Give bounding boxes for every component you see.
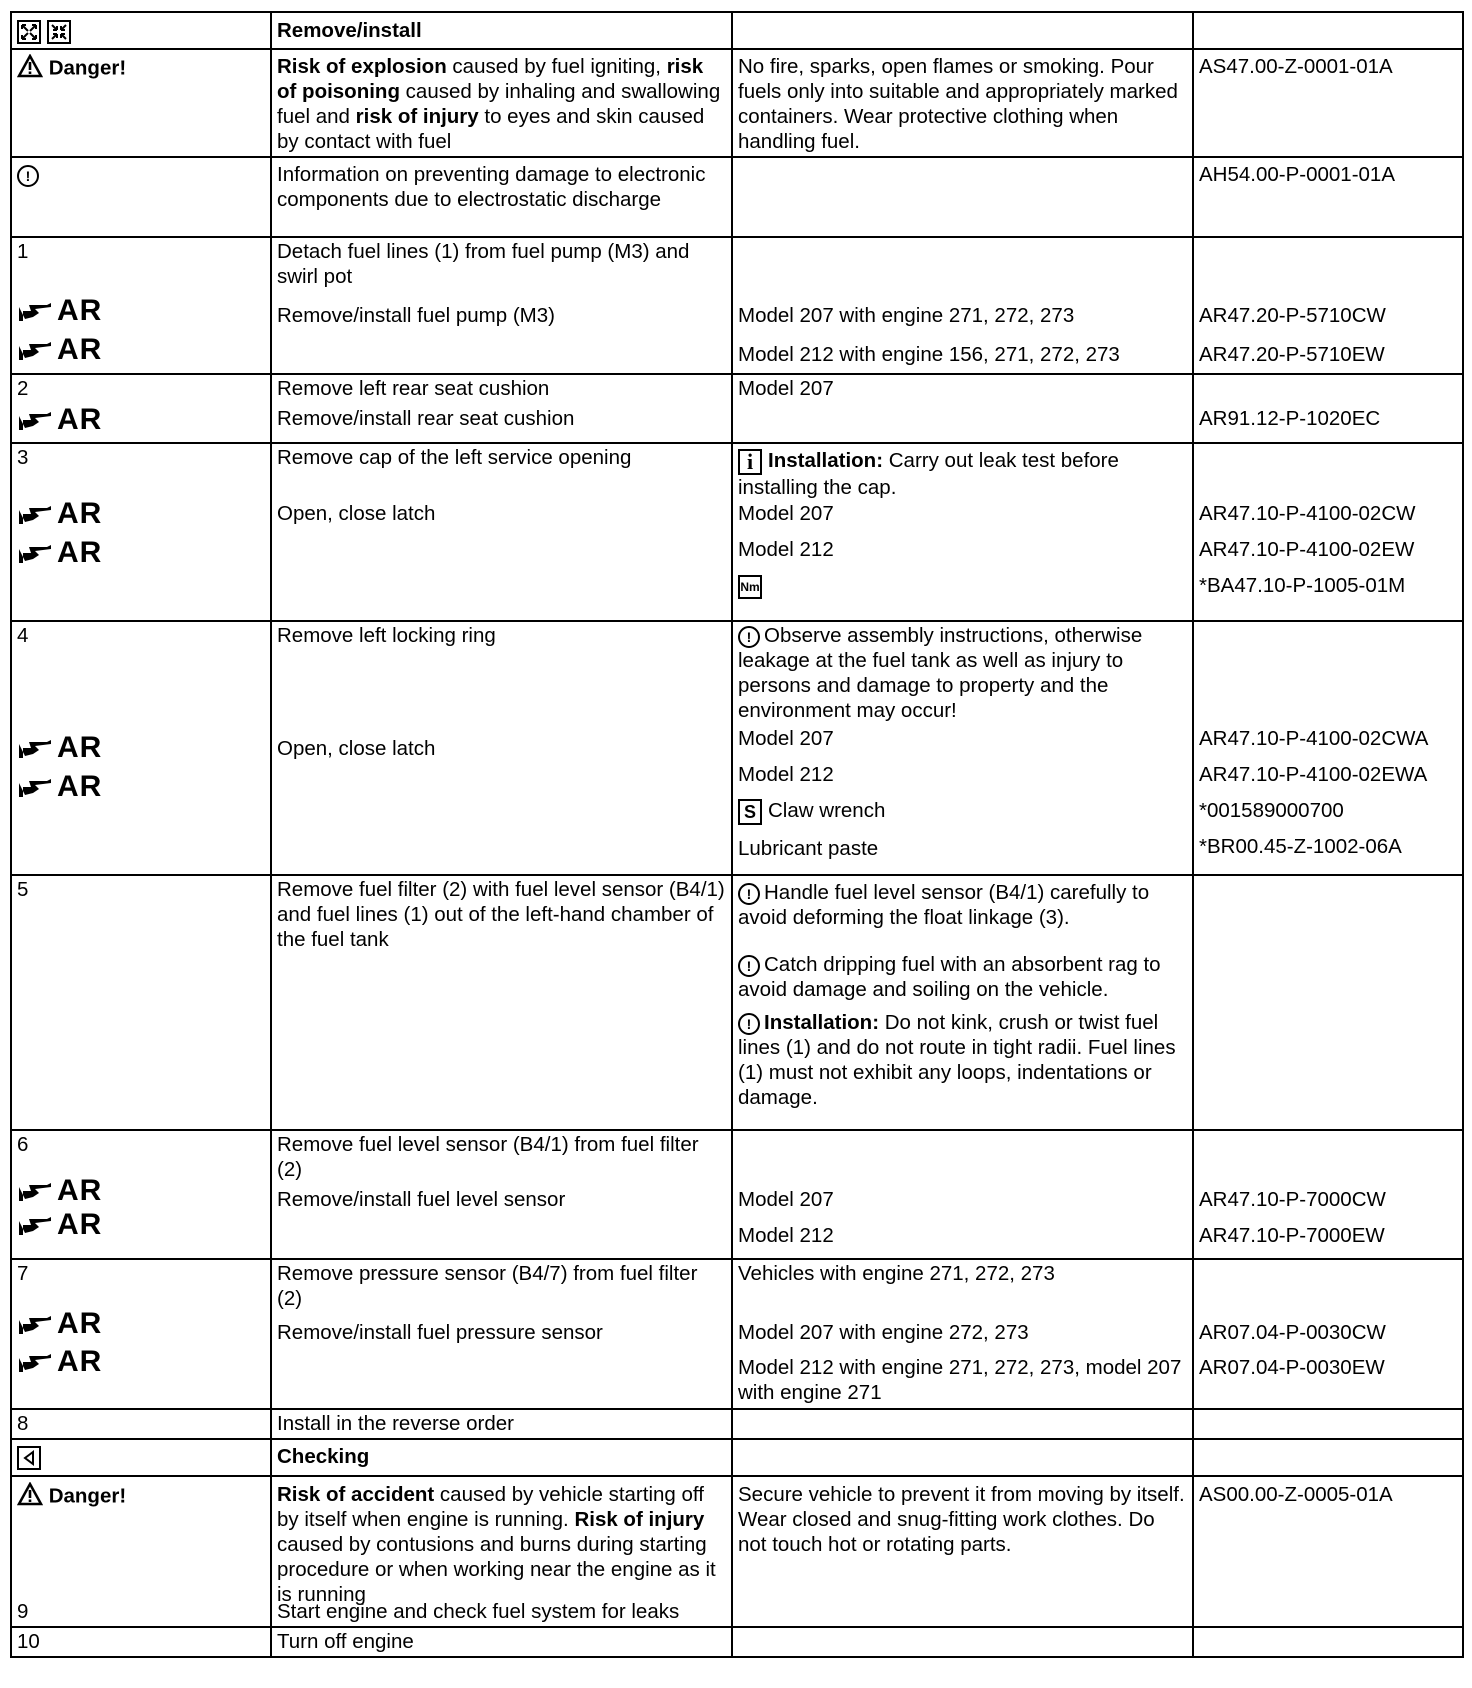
esd-text: Information on preventing damage to electronic components due to electrostatic discharge [271,157,732,237]
step-number: 3 [17,446,29,469]
step-6-notes [732,1130,1193,1259]
risk-accident: Risk of accident [277,1483,435,1506]
step-7-condition: Vehicles with engine 271, 272, 273 [738,1262,1055,1285]
step-3-refs [1193,443,1463,621]
risk-poisoning: risk of poisoning [277,55,704,103]
step-7-ref-1[interactable]: AR07.04-P-0030CW [1199,1321,1386,1344]
danger-2-label-cell [11,1476,271,1627]
torque-icon [738,573,1187,599]
step-number: 1 [17,240,29,263]
step-row-5 [11,875,1463,1130]
step-6-text: Remove fuel level sensor (B4/1) from fuel filter (2) [277,1133,699,1181]
ar-link[interactable] [17,765,265,804]
step-1-text: Detach fuel lines (1) from fuel pump (M3) and swirl pot [277,240,690,288]
danger-2-ref[interactable]: AS00.00-Z-0005-01A [1193,1476,1463,1627]
step-4-ref-3[interactable]: *001589000700 [1199,799,1344,822]
step-3-sub: Open, close latch [277,502,436,525]
esd-icon-cell [11,157,271,237]
step-8-text: Install in the reverse order [271,1409,732,1439]
step-5-num-cell [11,875,271,1130]
step-6-text-cell [271,1130,732,1259]
step-10-empty-3 [732,1627,1193,1657]
step-5-text: Remove fuel filter (2) with fuel level sensor (B4/1) and fuel lines (1) out of the left-hand chamber of the fuel tank [271,875,732,1130]
danger-label-cell [11,49,271,157]
header-row [11,12,1463,49]
ar-link[interactable] [17,1341,265,1379]
step-number: 4 [17,624,29,647]
ar-label: AR [57,294,103,327]
step-row-8 [11,1409,1463,1439]
info-icon: i [738,449,762,475]
pointing-hand-icon [17,736,53,760]
step-number: 7 [17,1262,29,1285]
step-1-sub: Remove/install fuel pump (M3) [277,304,555,327]
ar-link[interactable] [17,1208,265,1242]
step-3-note-1: Model 207 [738,502,834,525]
step-7-notes [732,1259,1193,1409]
header-empty-3 [732,12,1193,49]
wrench-icon: S [738,799,762,825]
header-title: Remove/install [271,12,732,49]
step-7-text: Remove pressure sensor (B4/7) from fuel filter (2) [277,1262,698,1310]
danger-row [11,49,1463,157]
step-7-ref-2[interactable]: AR07.04-P-0030EW [1199,1356,1385,1379]
ar-label: AR [57,1208,103,1241]
risk-explosion-text: caused by fuel igniting, [446,55,661,78]
step-5-caution-1-text: Handle fuel level sensor (B4/1) carefully to avoid deforming the float linkage (3). [738,881,1150,929]
pointing-hand-icon [17,1213,53,1237]
ar-link[interactable] [17,401,265,437]
step-3-notes [732,443,1193,621]
step-6-ref-1[interactable]: AR47.10-P-7000CW [1199,1188,1386,1211]
install-label: Installation: [768,449,884,472]
esd-empty [732,157,1193,237]
collapse-icon [47,20,71,44]
step-1-note-2: Model 212 with engine 156, 271, 272, 273 [738,343,1120,366]
step-7-note-1: Model 207 with engine 272, 273 [738,1321,1029,1344]
step-row-4 [11,621,1463,875]
risk-injury-text: to eyes and skin caused by contact with fuel [277,105,705,153]
step-4-sub: Open, close latch [277,737,436,760]
checking-icon-cell [11,1439,271,1476]
step-2-note: Model 207 [732,374,1193,443]
warning-triangle-icon [17,54,43,84]
checking-row [11,1439,1463,1476]
pointing-hand-icon [17,299,53,323]
step-4-text-cell [271,621,732,875]
checking-empty-3 [732,1439,1193,1476]
ar-link[interactable] [17,726,265,765]
step-4-num-cell [11,621,271,875]
step-number: 6 [17,1133,29,1156]
pointing-hand-icon [17,408,53,432]
checking-title: Checking [271,1439,732,1476]
danger-risk-text [271,49,732,157]
danger-measures: No fire, sparks, open flames or smoking. Pour fuels only into suitable and appropriately marked containers. Wear protective clothing when handling fuel. [732,49,1193,157]
step-4-refs [1193,621,1463,875]
ar-link[interactable] [17,1303,265,1341]
step-row-3 [11,443,1463,621]
step-6-refs [1193,1130,1463,1259]
caution-icon: ! [738,883,760,905]
step-5-caution-1 [738,880,1187,930]
esd-ref[interactable]: AH54.00-P-0001-01A [1193,157,1463,237]
step-3-num-cell [11,443,271,621]
step-row-10 [11,1627,1463,1657]
step-5-caution-3 [738,1010,1187,1110]
step-7-refs [1193,1259,1463,1409]
step-4-notes [732,621,1193,875]
danger-row-2 [11,1476,1463,1627]
expand-icon [17,20,41,44]
step-4-paste: Lubricant paste [738,837,879,860]
step-3-ref-2[interactable]: AR47.10-P-4100-02EW [1199,538,1415,561]
step-row-1 [11,237,1463,374]
ar-label: AR [57,497,103,530]
step-2-sub: Remove/install rear seat cushion [277,407,575,430]
ar-label: AR [57,403,103,436]
caution-icon: ! [738,955,760,977]
step-6-ref-2[interactable]: AR47.10-P-7000EW [1199,1224,1385,1247]
pointing-hand-icon [17,502,53,526]
step-3-note-2: Model 212 [738,538,834,561]
risk-injury-text: caused by contusions and burns during starting procedure or when working near the engine as it is running [277,1533,716,1606]
danger-label: Danger! [48,1484,127,1508]
step-7-sub: Remove/install fuel pressure sensor [277,1321,603,1344]
header-icons-cell [11,12,271,49]
risk-accident-text: caused by vehicle starting off by itself when engine is running. [277,1483,704,1531]
step-4-caution-text: Observe assembly instructions, otherwise leakage at the fuel tank as well as injury to persons and damage to property and the environment may occur! [738,624,1143,722]
caution-icon: ! [738,1013,760,1035]
step-6-note-1: Model 207 [738,1188,834,1211]
nm-label: Nm [738,575,762,599]
ar-link[interactable] [17,328,265,367]
caution-icon: ! [738,626,760,648]
step-row-2 [11,374,1463,443]
step-1-refs [1193,237,1463,374]
step-1-ref-2[interactable]: AR47.20-P-5710EW [1199,343,1385,366]
step-2-ref-1[interactable]: AR91.12-P-1020EC [1199,407,1381,430]
step-4-ref-4[interactable]: *BR00.45-Z-1002-06A [1199,835,1402,858]
step-2-refs [1193,374,1463,443]
risk-injury: Risk of injury [574,1508,705,1531]
danger-label: Danger! [48,56,127,80]
step-1-text-cell [271,237,732,374]
ar-label: AR [57,770,103,803]
ar-label: AR [57,1345,103,1378]
checking-empty-4 [1193,1439,1463,1476]
step-3-ref-1[interactable]: AR47.10-P-4100-02CW [1199,502,1416,525]
tool-label: Claw wrench [768,799,886,822]
check-play-icon [17,1446,41,1470]
header-empty-4 [1193,12,1463,49]
danger-2-risk-text [277,1482,726,1606]
step-8-empty-4 [1193,1409,1463,1439]
step-9-text: Start engine and check fuel system for leaks [277,1600,680,1623]
step-6-note-2: Model 212 [738,1224,834,1247]
step-2-text-cell [271,374,732,443]
procedure-table [10,11,1464,1658]
esd-row [11,157,1463,237]
pointing-hand-icon [17,1179,53,1203]
ar-link[interactable] [17,492,265,531]
step-6-sub: Remove/install fuel level sensor [277,1188,566,1211]
step-2-num-cell [11,374,271,443]
step-3-text-cell [271,443,732,621]
step-5-empty [1193,875,1463,1130]
ar-link[interactable] [17,1174,265,1208]
step-4-ref-1[interactable]: AR47.10-P-4100-02CWA [1199,727,1429,750]
step-1-note-1: Model 207 with engine 271, 272, 273 [738,304,1075,327]
ar-label: AR [57,1174,103,1207]
step-5-caution-2-text: Catch dripping fuel with an absorbent rag to avoid damage and soiling on the vehicle. [738,953,1161,1001]
pointing-hand-icon [17,1312,53,1336]
step-4-tool [738,798,1187,836]
step-7-num-cell [11,1259,271,1409]
step-4-caution [738,623,1187,726]
step-5-notes [732,875,1193,1130]
step-3-text: Remove cap of the left service opening [277,446,632,469]
step-1-num-cell [11,237,271,374]
install-label: Installation: [764,1011,880,1034]
step-7-note-2: Model 212 with engine 271, 272, 273, model 207 with engine 271 [738,1356,1182,1404]
step-6-num-cell [11,1130,271,1259]
step-row-7 [11,1259,1463,1409]
step-number: 2 [17,377,29,400]
step-row-6 [11,1130,1463,1259]
step-10-empty-4 [1193,1627,1463,1657]
caution-icon: ! [17,165,39,187]
pointing-hand-icon [17,338,53,362]
step-5-caution-2 [738,952,1187,1002]
step-3-install-note [738,445,1187,501]
ar-link[interactable] [17,289,265,328]
ar-label: AR [57,333,103,366]
install-text: Carry out leak test before installing the cap. [738,449,1119,499]
step-4-note-1: Model 207 [738,727,834,750]
danger-2-risk-cell [271,1476,732,1627]
step-4-ref-2[interactable]: AR47.10-P-4100-02EWA [1199,763,1428,786]
step-1-ref-1[interactable]: AR47.20-P-5710CW [1199,304,1386,327]
warning-triangle-icon [17,1482,43,1512]
step-10-text: Turn off engine [271,1627,732,1657]
pointing-hand-icon [17,775,53,799]
ar-label: AR [57,536,103,569]
ar-label: AR [57,1307,103,1340]
step-7-text-cell [271,1259,732,1409]
ar-link[interactable] [17,531,265,570]
pointing-hand-icon [17,1350,53,1374]
step-2-text: Remove left rear seat cushion [277,377,550,400]
risk-poisoning-text: caused by inhaling and swallowing fuel and [277,80,721,128]
danger-ref[interactable]: AS47.00-Z-0001-01A [1193,49,1463,157]
risk-injury: risk of injury [355,105,479,128]
step-1-notes [732,237,1193,374]
pointing-hand-icon [17,541,53,565]
step-10-num: 10 [11,1627,271,1657]
step-8-num: 8 [11,1409,271,1439]
step-4-note-2: Model 212 [738,763,834,786]
step-number: 9 [17,1600,29,1623]
step-5-caution-3-text: Do not kink, crush or twist fuel lines (1) and do not route in tight radii. Fuel lines (1) must not exhibit any loops, indentations or damage. [738,1011,1176,1109]
ar-label: AR [57,731,103,764]
step-3-ref-3[interactable]: *BA47.10-P-1005-01M [1199,574,1406,597]
step-8-empty-3 [732,1409,1193,1439]
danger-2-measures: Secure vehicle to prevent it from moving by itself. Wear closed and snug-fitting work clothes. Do not touch hot or rotating parts. [732,1476,1193,1627]
step-4-text: Remove left locking ring [277,624,496,647]
step-number: 5 [17,878,29,901]
risk-explosion: Risk of explosion [277,55,447,78]
